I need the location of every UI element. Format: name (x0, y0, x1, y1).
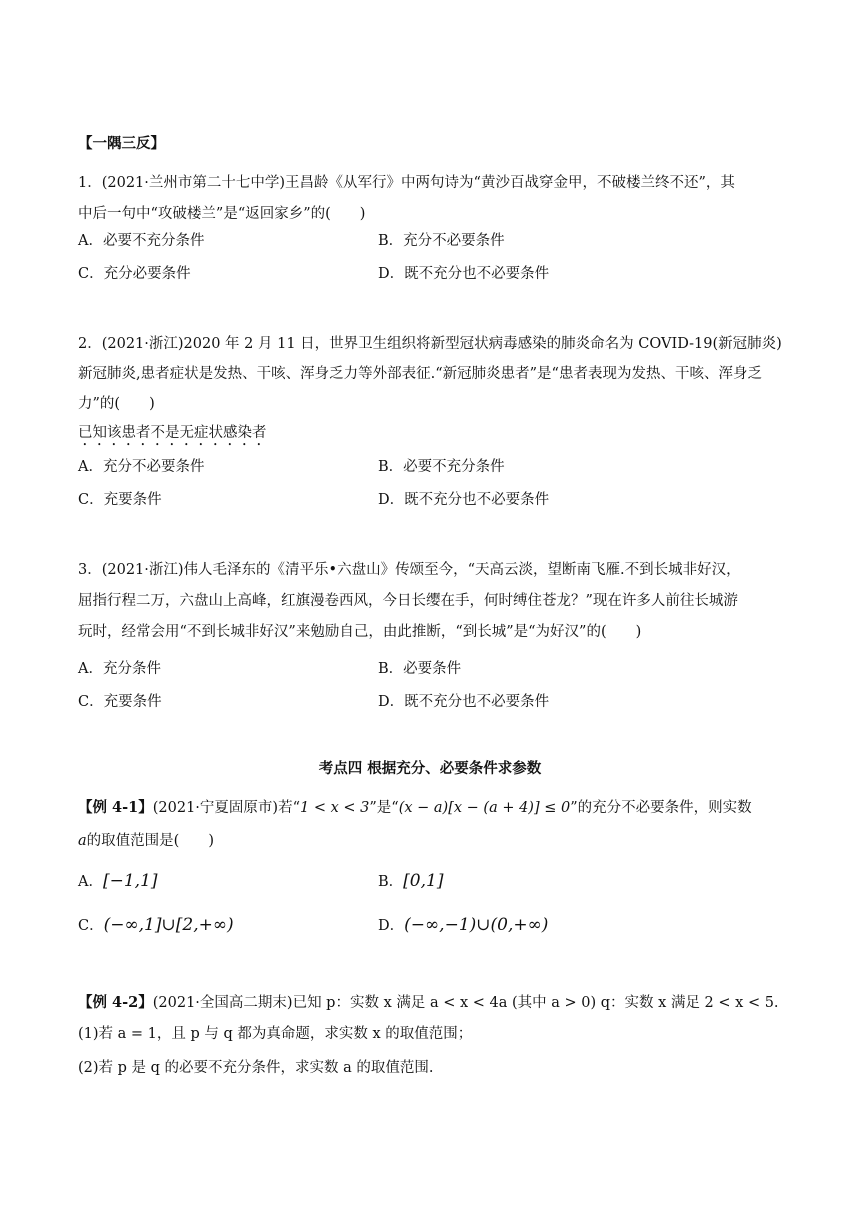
q3-option-c: C．充要条件 (78, 694, 162, 710)
q3-option-b: B．必要条件 (378, 661, 462, 677)
q1-option-d: D．既不充分也不必要条件 (378, 266, 550, 282)
q3-option-d: D．既不充分也不必要条件 (378, 694, 550, 710)
section-header: 【一隅三反】 (78, 135, 165, 152)
ex42-part2: (2)若 p 是 q 的必要不充分条件，求实数 a 的取值范围. (78, 1060, 434, 1076)
q2-line1: 2．(2021·浙江)2020 年 2 月 11 日，世界卫生组织将新型冠状病毒感染的肺炎命名为 COVID-19(新冠肺炎) (78, 336, 782, 352)
q2-line3: 力”的( ) (78, 396, 155, 412)
ex41-cond2: (x − a)[x − (a + 4)] ≤ 0 (398, 800, 571, 816)
ex41-cond1: 1 < x < 3 (300, 800, 370, 816)
q1-option-b: B．充分不必要条件 (378, 233, 505, 249)
ex41-post: ”的充分不必要条件，则实数 (570, 800, 752, 816)
q1-line1: 1．(2021·兰州市第二十七中学)王昌龄《从军行》中两句诗为“黄沙百战穿金甲，不破楼兰终不还”，其 (78, 175, 735, 191)
q1-option-a: A．必要不充分条件 (78, 233, 205, 249)
ex42-line1-text: (2021·全国高二期末)已知 p：实数 x 满足 a < x < 4a (其中 a > 0) q：实数 x 满足 2 < x < 5. (152, 995, 779, 1011)
q1-option-c: C．充分必要条件 (78, 266, 191, 282)
ex41-var-a: a (78, 833, 87, 849)
ex41-pre: (2021·宁夏固原市)若“ (152, 800, 300, 816)
q3-line3: 玩时，经常会用“不到长城非好汉”来勉励自己，由此推断，“到长城”是“为好汉”的( ) (78, 624, 642, 640)
q2-option-b: B．必要不充分条件 (378, 459, 505, 475)
ex41-option-b: B．[0,1] (378, 871, 444, 891)
ex41-tag: 【例 4-1】 (78, 799, 153, 816)
q2-note: 已知该患者不是无症状感染者 (78, 425, 267, 441)
q1-line2: 中后一句中“攻破楼兰”是“返回家乡”的( ) (78, 206, 366, 222)
ex41-option-a: A．[−1,1] (78, 871, 158, 891)
q2-option-d: D．既不充分也不必要条件 (378, 492, 550, 508)
q2-option-c: C．充要条件 (78, 492, 162, 508)
ex41-line2 (78, 831, 214, 851)
ex41-mid: ”是“ (369, 800, 399, 816)
ex41-line2-text: 的取值范围是( ) (86, 833, 214, 849)
q3-option-a: A．充分条件 (78, 661, 161, 677)
ex41-option-d: D．(−∞,−1)∪(0,+∞) (378, 915, 549, 935)
ex42-line1 (78, 993, 779, 1013)
q3-line1: 3．(2021·浙江)伟人毛泽东的《清平乐•六盘山》传颂至今，“天高云淡，望断南飞雁.不到长城非好汉， (78, 562, 741, 578)
ex41-option-c: C．(−∞,1]∪[2,+∞) (78, 915, 234, 935)
ex41-line1 (78, 798, 752, 818)
section-title: 考点四 根据充分、必要条件求参数 (318, 760, 542, 777)
q2-line2: 新冠肺炎,患者症状是发热、干咳、浑身乏力等外部表征.“新冠肺炎患者”是“患者表现为发热、干咳、浑身乏 (78, 366, 762, 382)
q3-line2: 屈指行程二万，六盘山上高峰，红旗漫卷西风，今日长缨在手，何时缚住苍龙？”现在许多人前往长城游 (78, 593, 738, 609)
ex42-tag: 【例 4-2】 (78, 994, 153, 1011)
ex42-part1: (1)若 a = 1，且 p 与 q 都为真命题，求实数 x 的取值范围； (78, 1026, 473, 1042)
q2-option-a: A．充分不必要条件 (78, 459, 205, 475)
